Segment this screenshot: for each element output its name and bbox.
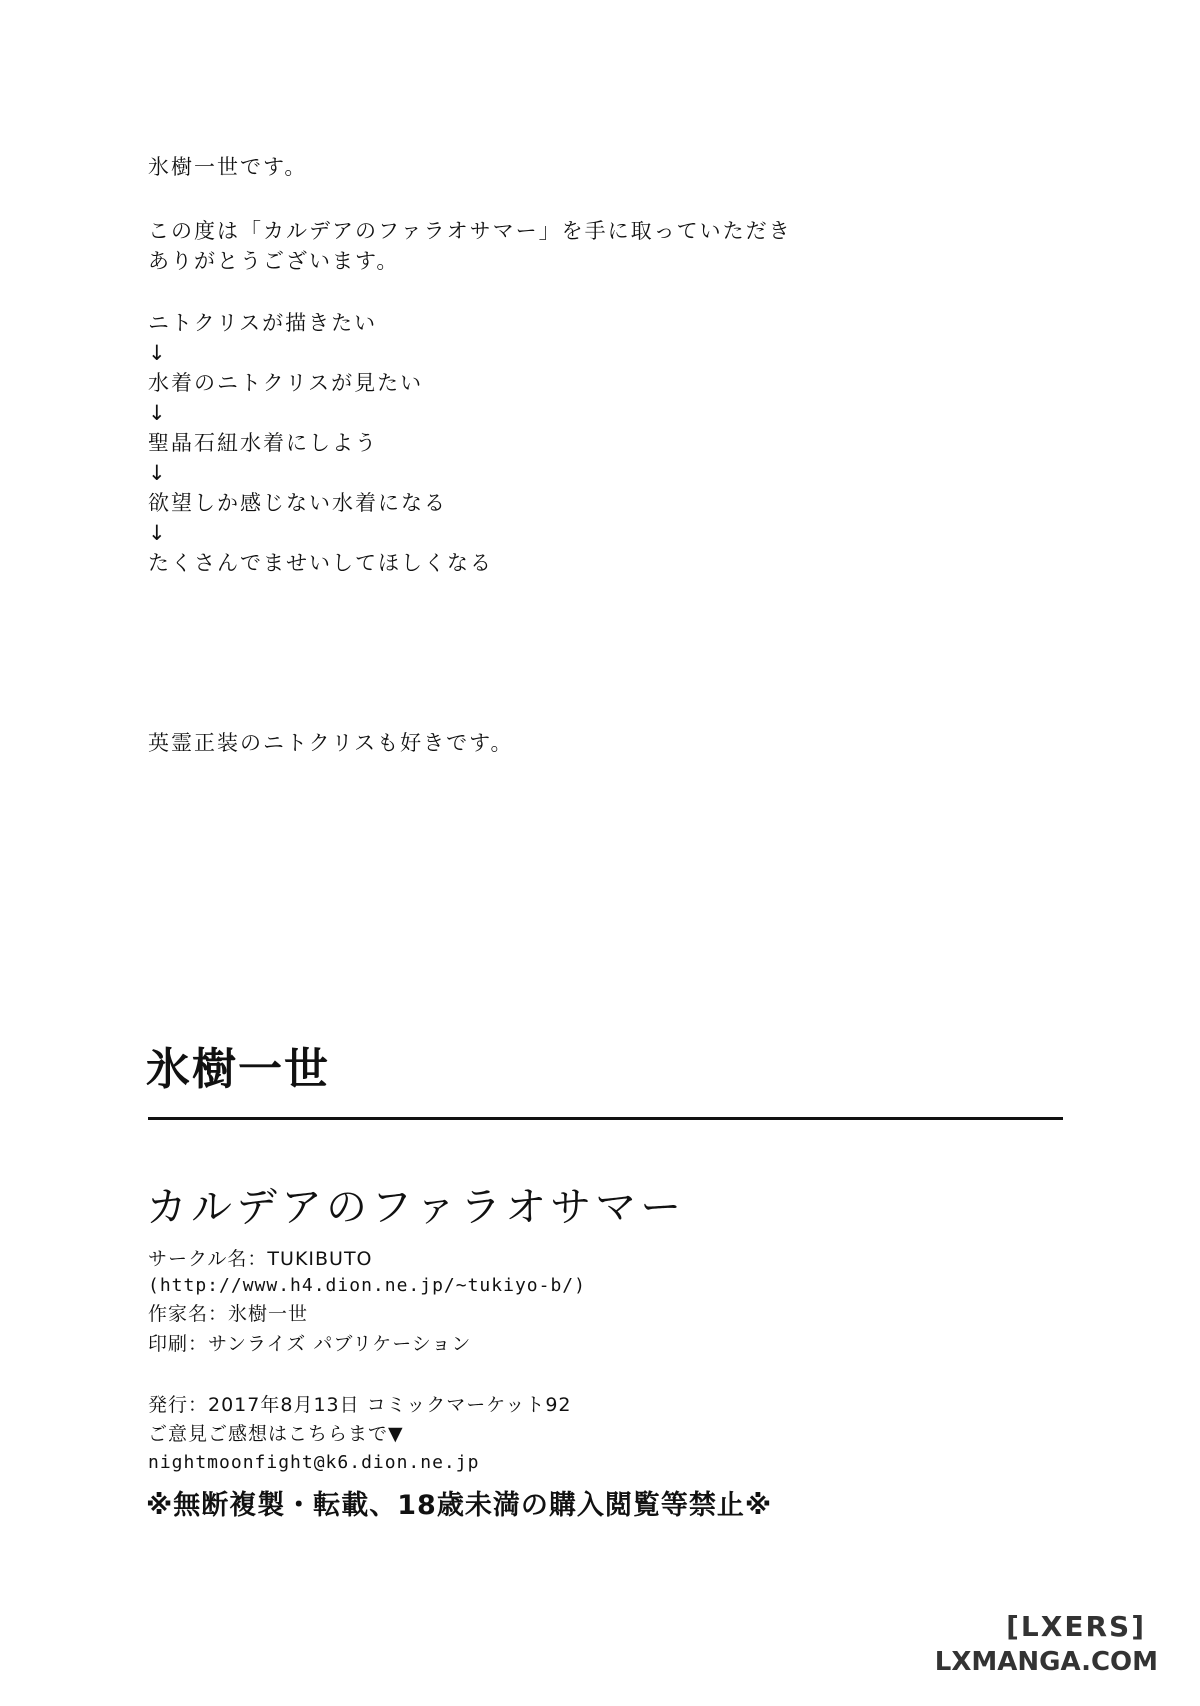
flow-step-5: たくさんでませいしてほしくなる <box>148 551 493 575</box>
afterword-greeting: 氷樹一世です。 <box>148 155 308 179</box>
book-title: カルデアのファラオサマー <box>146 1183 686 1231</box>
afterword-thanks-line-1: この度は「カルデアのファラオサマー」を手に取っていただき <box>148 219 792 243</box>
circle-url: (http://www.h4.dion.ne.jp/~tukiyo-b/) <box>148 1275 586 1296</box>
contact-email: nightmoonfight@k6.dion.ne.jp <box>148 1452 480 1473</box>
flow-step-1: ニトクリスが描きたい <box>148 311 378 335</box>
publication-info: 発行：2017年8月13日 コミックマーケット92 <box>148 1394 572 1416</box>
watermark-bottom-text: LXMANGA.COM <box>934 1647 1158 1677</box>
afterword-closing: 英霊正装のニトクリスも好きです。 <box>148 731 514 755</box>
flow-arrow-1: ↓ <box>148 341 168 365</box>
author-name-large: 氷樹一世 <box>146 1044 330 1095</box>
afterword-thanks-line-2: ありがとうございます。 <box>148 249 400 273</box>
flow-step-3: 聖晶石紐水着にしよう <box>148 431 378 455</box>
divider-rule <box>148 1117 1063 1120</box>
circle-name: サークル名：TUKIBUTO <box>148 1248 373 1270</box>
flow-step-2: 水着のニトクリスが見たい <box>148 371 424 395</box>
site-watermark <box>934 1610 1158 1680</box>
flow-step-4: 欲望しか感じない水着になる <box>148 491 447 515</box>
watermark-top-text: [LXERS] <box>1006 1610 1146 1643</box>
flow-arrow-4: ↓ <box>148 521 168 545</box>
author-credit: 作家名：氷樹一世 <box>148 1303 309 1325</box>
feedback-prompt: ご意見ご感想はこちらまで▼ <box>148 1423 404 1445</box>
flow-arrow-2: ↓ <box>148 401 168 425</box>
copyright-warning: ※無断複製・転載、18歳未満の購入閲覧等禁止※ <box>146 1490 773 1521</box>
flow-arrow-3: ↓ <box>148 461 168 485</box>
printer-credit: 印刷：サンライズ パブリケーション <box>148 1333 472 1355</box>
